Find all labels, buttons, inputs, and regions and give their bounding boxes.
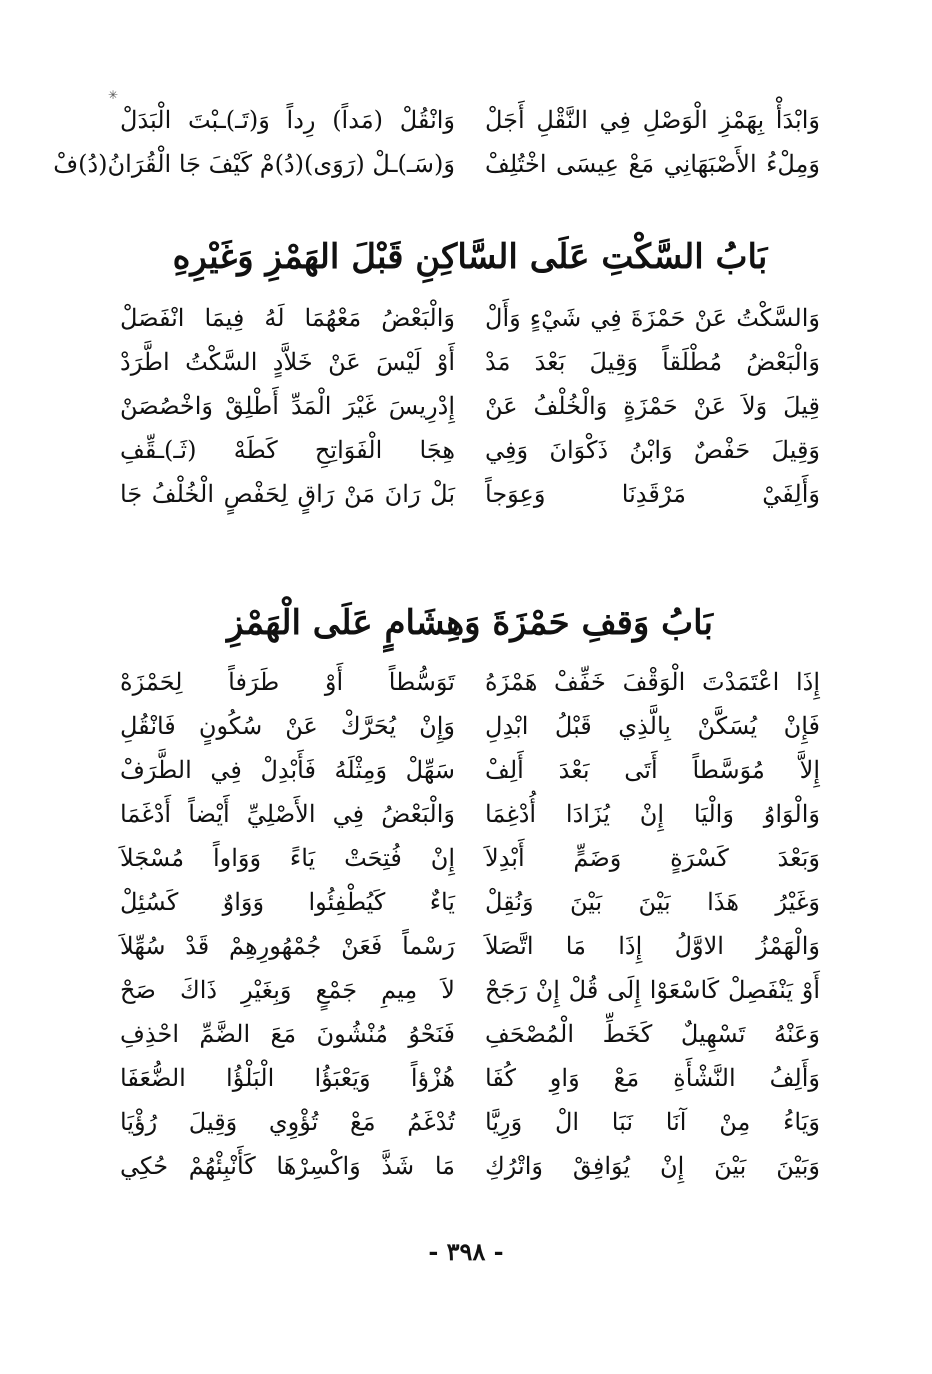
first-hemistich: وَيَاءُ مِنْ آنَا نَبَا الْ وَرِيَّا: [485, 1108, 820, 1136]
second-hemistich: إِنْ فُتِحَتْ يَاءً وَوَاواً مُسْجَلاَ: [120, 844, 455, 872]
verse-line: [120, 748, 820, 792]
verse-line: [120, 296, 820, 340]
first-hemistich: وَالْبَعْضُ مُطْلَقاً وَقِيلَ بَعْدَ مَدْ: [485, 348, 820, 376]
first-hemistich: وَابْدَأْ بِهَمْزِ الْوَصْلِ فِي النَّقْلِ أَجَلْ: [485, 106, 820, 134]
second-hemistich: سَهِّلْ وَمِثْلَهُ فَأَبْدِلْ فِي الطَّرَفْ: [120, 756, 455, 784]
second-hemistich: وَإِنْ يُحَرَّكْ عَنْ سُكُونٍ فَانْقُلِ: [120, 712, 455, 740]
first-hemistich: إِلاَّ مُوَسَّطاً أَتَى بَعْدَ أَلِفْ: [485, 756, 820, 784]
top-verse-block: [53, 98, 820, 186]
ornament-mark: ✳: [108, 88, 119, 102]
second-hemistich: هُزْؤاً وَيَعْبَؤُا الْبَلْؤُا الضُّعَفَا: [120, 1064, 455, 1092]
second-hemistich: تَوَسُّطاً أَوْ طَرَفاً لِحَمْزَهْ: [120, 668, 455, 696]
verse-line: [120, 98, 820, 142]
second-hemistich: يَاءٌ كَيُطْفِئُوا وَوَاوٌ كَسُئِلْ: [120, 888, 455, 916]
verse-line: [120, 792, 820, 836]
verse-line: [120, 836, 820, 880]
verse-line: [120, 1012, 820, 1056]
verse-line: [120, 384, 820, 428]
first-hemistich: وَمِلْءُ الأَصْبَهَانِي مَعْ عِيسَى اخْتُلِفْ: [485, 150, 820, 178]
first-hemistich: وَغَيْرُ هَذَا بَيْنَ بَيْنَ وَنُقِلْ: [485, 888, 820, 916]
second-hemistich: إِدْرِيسَ غَيْرَ الْمَدِّ أَطْلِقْ وَاخْصُصَنْ: [120, 392, 455, 420]
first-hemistich: وَالْوَاوُ وَالْيَا إِنْ يُزَادَا أُدْغِمَا: [485, 800, 820, 828]
verse-line: [120, 660, 820, 704]
first-hemistich: وَالسَّكْتُ عَنْ حَمْزَةَ فِي شَيْءٍ وَأَلْ: [485, 304, 820, 332]
verse-line: [120, 924, 820, 968]
first-hemistich: وَبَيْنَ بَيْنَ إِنْ يُوَافِقْ وَاتْرُكِ: [485, 1152, 820, 1180]
first-hemistich: فَإِنْ يُسَكَّنْ بِالَّذِي قَبْلُ ابْدِلِ: [485, 712, 820, 740]
verse-line: [53, 142, 820, 186]
second-hemistich: وَ(سَـ)ـلْ (رَوَى)(دُ)مْ كَيْفَ جَا الْقُرَانُ(دُ)فْ: [53, 150, 455, 178]
verse-line: [120, 880, 820, 924]
first-hemistich: وَقِيلَ حَفْصٌ وَابْنُ ذَكْوَانَ وَفِي: [485, 436, 820, 464]
verse-line: [120, 340, 820, 384]
verse-line: [120, 1144, 820, 1188]
first-hemistich: وَعَنْهُ تَسْهِيلٌ كَخَطِّ الْمُصْحَفِ: [485, 1020, 820, 1048]
section-waqf-verses: [120, 660, 820, 1188]
first-hemistich: وَأَلِفُ النَّشْأَةِ مَعْ وَاوِ كُفَا: [485, 1064, 820, 1092]
section-sakt-verses: [120, 296, 820, 516]
second-hemistich: بَلْ رَانَ مَنْ رَاقٍ لِحَفْصٍ الْخُلْفُ جَا: [120, 480, 455, 508]
verse-line: [120, 1056, 820, 1100]
second-hemistich: فَنَحْوُ مُنْشُونَ مَعَ الضَّمِّ احْذِفِ: [120, 1020, 455, 1048]
first-hemistich: قِيلَ وَلاَ عَنْ حَمْزَةٍ وَالْخُلْفُ عَنْ: [485, 392, 820, 420]
second-hemistich: وَالْبَعْضُ مَعْهُمَا لَهُ فِيمَا انْفَصَلْ: [120, 304, 455, 332]
verse-line: [120, 472, 820, 516]
second-hemistich: رَسْماً فَعَنْ جُمْهُورِهِمْ قَدْ سُهِّلاَ: [120, 932, 455, 960]
verse-line: [120, 968, 820, 1012]
second-hemistich: وَانْقُلْ (مَداً) رِداً وَ(تَـ)ـبْتَ الْبَدَلْ: [120, 106, 455, 134]
section-heading-sakt: بَابُ السَّكْتِ عَلَى السَّاكِنِ قَبْلَ الهَمْزِ وَغَيْرِهِ: [172, 237, 768, 277]
first-hemistich: أَوْ يَنْفَصِلْ كَاسْعَوْا إِلَى قُلْ إِنْ رَجَحْ: [485, 976, 820, 1004]
second-hemistich: لاَ مِيمِ جَمْعٍ وَبِغَيْرِ ذَاكَ صَحْ: [120, 976, 455, 1004]
section-heading-waqf: بَابُ وَقفِ حَمْزَةَ وَهِشَامٍ عَلَى الْهَمْزِ: [227, 603, 713, 643]
first-hemistich: وَبَعْدَ كَسْرَةٍ وَضَمٍّ أَبْدِلاَ: [485, 844, 820, 872]
second-hemistich: هِجَا الْفَوَاتِحِ كَطَهْ (ثَـ)ـقِّفِ: [120, 436, 455, 464]
verse-line: [120, 704, 820, 748]
verse-line: [120, 428, 820, 472]
verse-line: [120, 1100, 820, 1144]
second-hemistich: أَوْ لَيْسَ عَنْ خَلاَّدٍ السَّكْتُ اطَّرَدْ: [120, 348, 455, 376]
second-hemistich: تُدْغَمُ مَعْ تُؤْوِي وَقِيلَ رُؤْيَا: [120, 1108, 455, 1136]
second-hemistich: وَالْبَعْضُ فِي الأَصْلِيِّ أَيْضاً أَدْغَمَا: [120, 800, 455, 828]
first-hemistich: إِذَا اعْتَمَدْتَ الْوَقْفَ خَفِّفْ هَمْزَهُ: [485, 668, 820, 696]
page-number: - ٣٩٨ -: [428, 1237, 504, 1266]
first-hemistich: وَأَلِفَيْ مَرْقَدِنَا وَعِوَجاً: [485, 480, 820, 508]
first-hemistich: وَالْهَمْزُ الاوَّلُ إِذَا مَا اتَّصَلاَ: [485, 932, 820, 960]
second-hemistich: مَا شَذَّ وَاكْسِرْهَا كَأَنْبِئْهُمْ حُكِي: [120, 1152, 455, 1180]
